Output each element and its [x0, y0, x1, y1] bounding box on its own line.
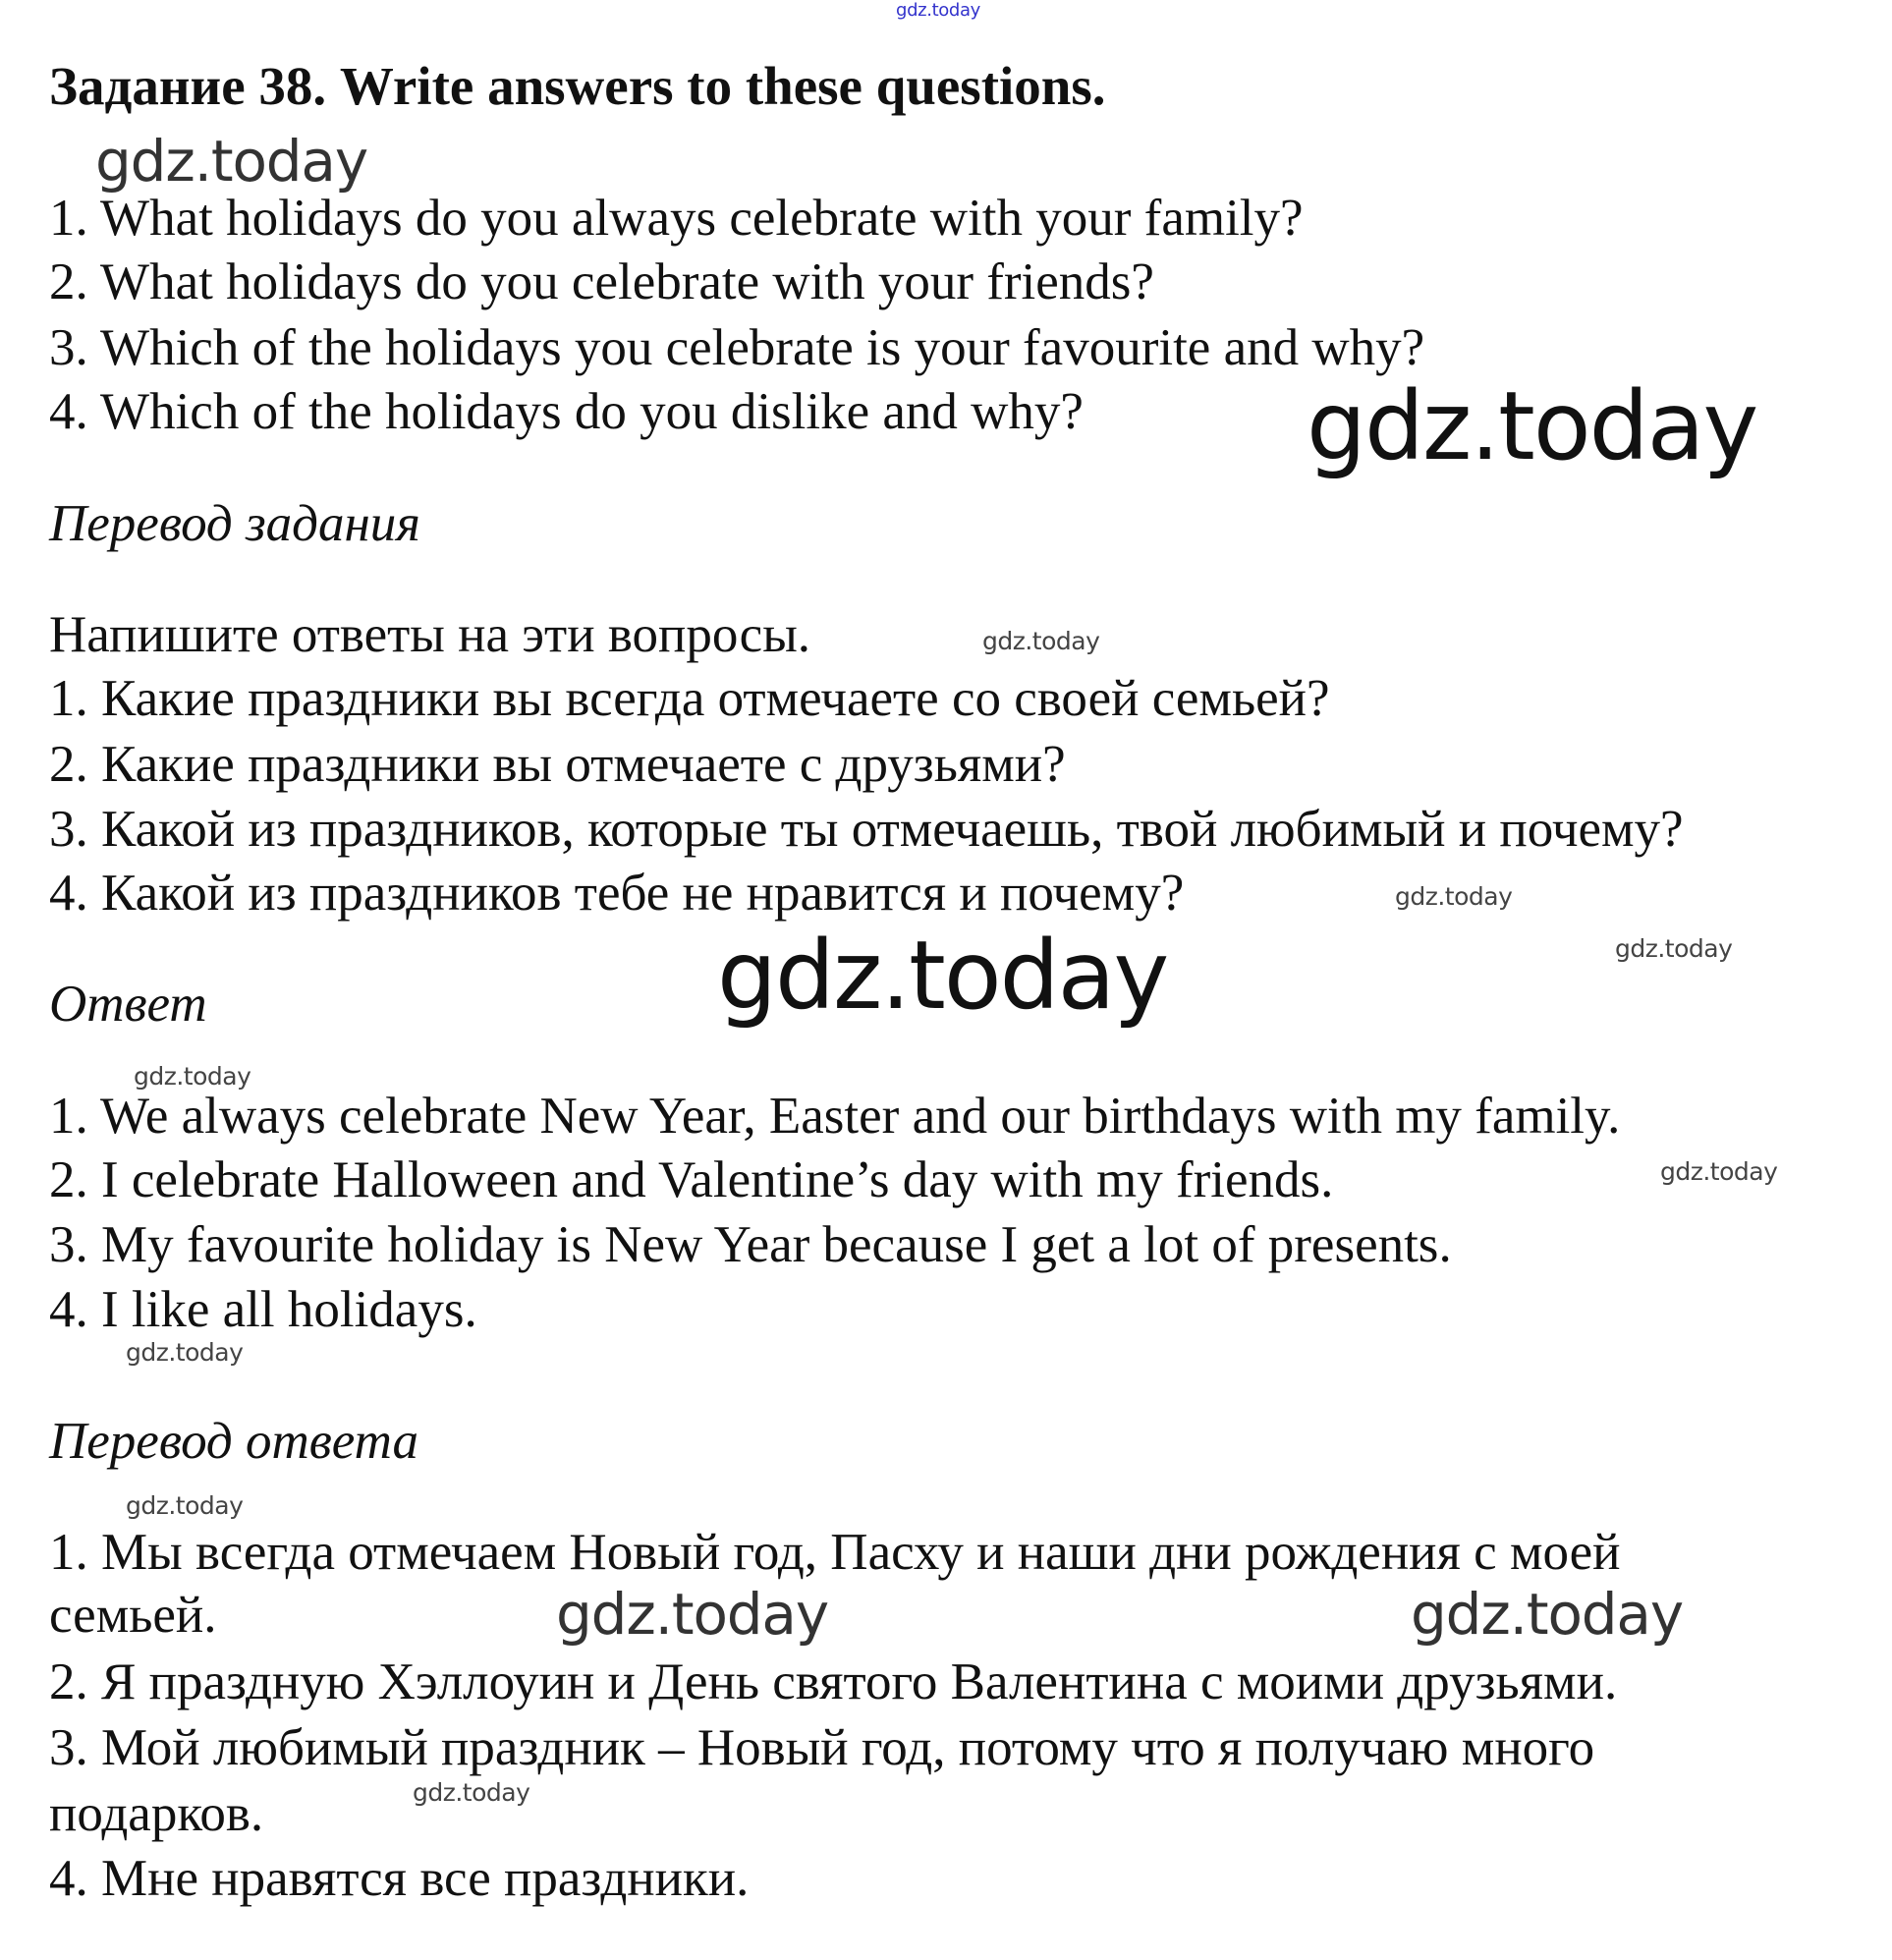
- page-title: Задание 38. Write answers to these questions.: [49, 56, 1106, 116]
- answer-translation-line-3-cont: подарков.: [49, 1785, 264, 1842]
- answer-heading: Ответ: [49, 976, 207, 1033]
- watermark: gdz.today: [1615, 934, 1733, 963]
- task-translation-line-4: 4. Какой из праздников тебе не нравится и почему?: [49, 865, 1185, 922]
- question-4: 4. Which of the holidays do you dislike and why?: [49, 383, 1084, 440]
- watermark: gdz.today: [1660, 1157, 1778, 1186]
- answer-translation-line-1: 1. Мы всегда отмечаем Новый год, Пасху и наши дни рождения с моей: [49, 1524, 1621, 1581]
- watermark: gdz.today: [982, 627, 1100, 655]
- watermark: gdz.today: [134, 1062, 251, 1091]
- question-3: 3. Which of the holidays you celebrate is your favourite and why?: [49, 319, 1425, 376]
- answer-translation-line-2: 2. Я праздную Хэллоуин и День святого Валентина с моими друзьями.: [49, 1653, 1618, 1710]
- answer-line-3: 3. My favourite holiday is New Year because I get a lot of presents.: [49, 1216, 1452, 1273]
- watermark: gdz.today: [95, 128, 367, 195]
- watermark: gdz.today: [413, 1778, 530, 1807]
- task-translation-intro: Напишите ответы на эти вопросы.: [49, 606, 811, 663]
- question-2: 2. What holidays do you celebrate with your friends?: [49, 253, 1154, 310]
- answer-translation-line-4: 4. Мне нравятся все праздники.: [49, 1850, 750, 1907]
- task-translation-line-3: 3. Какой из праздников, которые ты отмечаешь, твой любимый и почему?: [49, 801, 1684, 858]
- top-watermark: gdz.today: [896, 0, 980, 21]
- watermark: gdz.today: [1411, 1581, 1683, 1648]
- watermark: gdz.today: [126, 1491, 244, 1520]
- task-translation-heading: Перевод задания: [49, 495, 420, 552]
- answer-line-1: 1. We always celebrate New Year, Easter and our birthdays with my family.: [49, 1088, 1621, 1145]
- task-translation-line-2: 2. Какие праздники вы отмечаете с друзьями?: [49, 736, 1066, 793]
- watermark: gdz.today: [1307, 371, 1757, 481]
- answer-translation-line-1-cont: семьей.: [49, 1587, 217, 1644]
- watermark: gdz.today: [556, 1581, 828, 1648]
- watermark: gdz.today: [717, 921, 1168, 1031]
- answer-translation-line-3: 3. Мой любимый праздник – Новый год, потому что я получаю много: [49, 1719, 1595, 1776]
- answer-line-2: 2. I celebrate Halloween and Valentine’s day with my friends.: [49, 1151, 1334, 1208]
- question-1: 1. What holidays do you always celebrate with your family?: [49, 190, 1304, 247]
- task-translation-line-1: 1. Какие праздники вы всегда отмечаете со своей семьей?: [49, 670, 1330, 727]
- answer-line-4: 4. I like all holidays.: [49, 1281, 477, 1338]
- watermark: gdz.today: [1395, 882, 1513, 911]
- watermark: gdz.today: [126, 1338, 244, 1367]
- answer-translation-heading: Перевод ответа: [49, 1413, 419, 1470]
